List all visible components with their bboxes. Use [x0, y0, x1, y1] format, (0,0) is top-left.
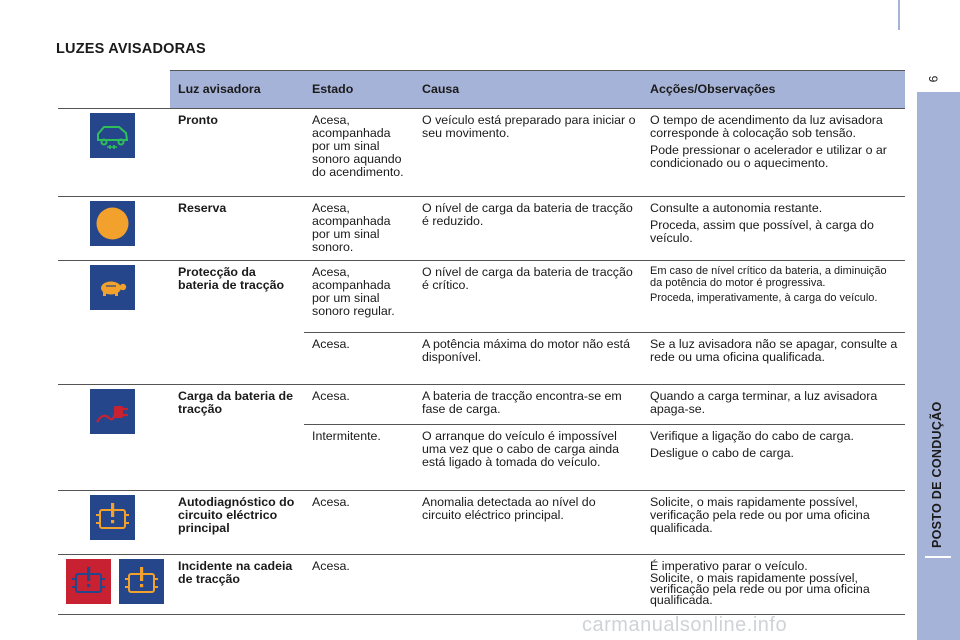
light-actions: Se a luz avisadora não se apagar, consulte a rede ou uma oficina qualificada.	[642, 333, 905, 385]
light-cause: A potência máxima do motor não está disponível.	[414, 333, 642, 385]
light-state: Acesa, acompanhada por um sinal sonoro.	[304, 197, 414, 261]
header-acoes: Acções/Observações	[642, 71, 905, 109]
page-title: LUZES AVISADORAS	[56, 41, 206, 57]
header-estado: Estado	[304, 71, 414, 109]
light-actions: O tempo de acendimento da luz avisadora corresponde à colocação sob tensão. Pode pressionar o acelerador e utilizar o ar condicionado ou o aquecimento.	[642, 109, 905, 197]
light-state: Acesa.	[304, 491, 414, 555]
light-name: Protecção da bateria de tracção	[170, 261, 304, 385]
table-row	[58, 491, 905, 555]
light-state: Acesa.	[304, 333, 414, 385]
page-number: 9	[926, 75, 940, 83]
light-cause: O veículo está preparado para iniciar o seu movimento.	[414, 109, 642, 197]
light-state: Acesa.	[304, 385, 414, 425]
light-actions: Consulte a autonomia restante. Proceda, assim que possível, à carga do veículo.	[642, 197, 905, 261]
table-row	[58, 555, 905, 615]
light-state: Acesa, acompanhada por um sinal sonoro aquando do acendimento.	[304, 109, 414, 197]
light-name: Incidente na cadeia de tracção	[170, 555, 304, 615]
table-row	[58, 261, 905, 333]
header-luz: Luz avisadora	[170, 71, 304, 109]
orange-circle-icon	[90, 201, 135, 246]
light-actions: Quando a carga terminar, a luz avisadora apaga-se.	[642, 385, 905, 425]
light-state: Acesa, acompanhada por um sinal sonoro regular.	[304, 261, 414, 333]
light-name: Pronto	[170, 109, 304, 197]
drivetrain-fault-red-icon	[66, 559, 111, 604]
top-divider-line	[898, 0, 900, 30]
charging-plug-icon	[90, 389, 135, 434]
light-actions: Solicite, o mais rapidamente possível, verificação pela rede ou por uma oficina qualificada.	[642, 491, 905, 555]
light-cause	[414, 555, 642, 615]
light-cause: Anomalia detectada ao nível do circuito eléctrico principal.	[414, 491, 642, 555]
light-cause: O arranque do veículo é impossível uma vez que o cabo de carga ainda está ligado à tomada do veículo.	[414, 425, 642, 491]
light-cause: O nível de carga da bateria de tracção é crítico.	[414, 261, 642, 333]
light-name: Autodiagnóstico do circuito eléctrico principal	[170, 491, 304, 555]
drivetrain-fault-icon	[119, 559, 164, 604]
electric-fault-icon	[90, 495, 135, 540]
warning-lights-table	[58, 70, 905, 615]
light-cause: A bateria de tracção encontra-se em fase de carga.	[414, 385, 642, 425]
light-actions: Verifique a ligação do cabo de carga. Desligue o cabo de carga.	[642, 425, 905, 491]
light-actions: É imperativo parar o veículo. Solicite, o mais rapidamente possível, verificação pela rede ou por uma oficina qualificada.	[642, 555, 905, 615]
table-header-row	[58, 71, 905, 109]
header-causa: Causa	[414, 71, 642, 109]
light-name: Reserva	[170, 197, 304, 261]
light-name: Carga da bateria de tracção	[170, 385, 304, 491]
table-row	[58, 197, 905, 261]
chapter-label: POSTO DE CONDUÇÃO	[930, 401, 944, 548]
light-state: Intermitente.	[304, 425, 414, 491]
car-plug-green-icon	[90, 113, 135, 158]
table-row	[58, 385, 905, 425]
turtle-icon	[90, 265, 135, 310]
table-row	[58, 109, 905, 197]
header-blank	[58, 71, 170, 109]
light-cause: O nível de carga da bateria de tracção é reduzido.	[414, 197, 642, 261]
sidebar-divider	[925, 556, 951, 558]
light-state: Acesa.	[304, 555, 414, 615]
watermark: carmanualsonline.info	[582, 614, 788, 636]
light-actions: Em caso de nível crítico da bateria, a diminuição da potência do motor é progressiva. Proceda, imperativamente, à carga do veículo.	[642, 261, 905, 333]
